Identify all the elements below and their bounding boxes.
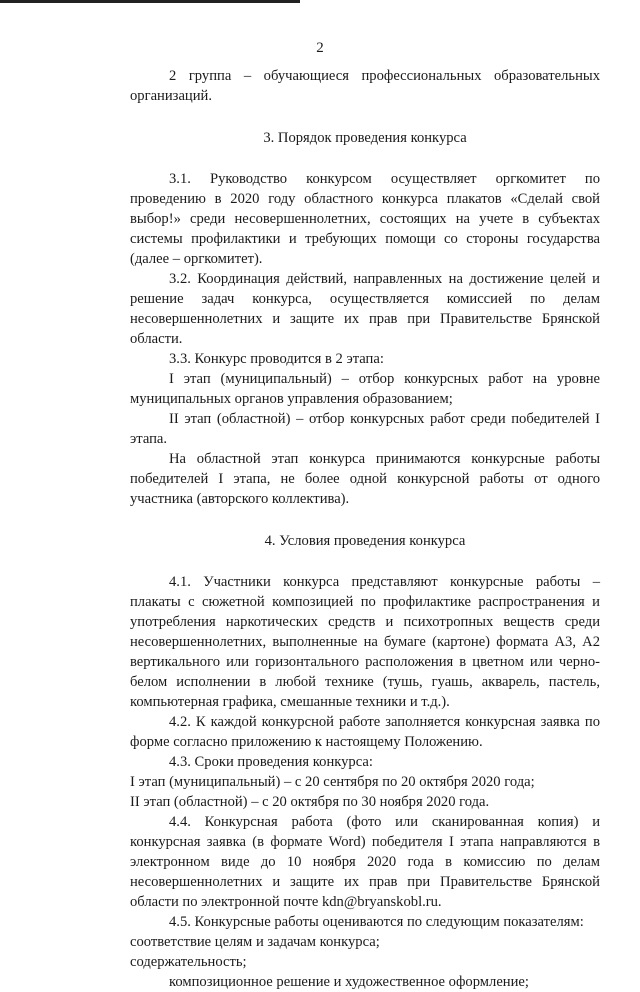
section-3-heading: 3. Порядок проведения конкурса xyxy=(263,130,467,146)
criterion-item: соответствие целям и задачам конкурса; xyxy=(130,934,380,950)
stage-2-text: II этап (областной) – отбор конкурсных работ среди победителей I этапа. xyxy=(130,411,600,447)
regional-stage-text: На областной этап конкурса принимаются конкурсные работы победителей I этапа, не более одной конкурсной работы от одного участника (авторского коллектива). xyxy=(130,451,600,507)
stage-1-text: I этап (муниципальный) – отбор конкурсных работ на уровне муниципальных органов управления образованием; xyxy=(130,371,600,407)
paragraph-4-3: 4.3. Сроки проведения конкурса: xyxy=(169,754,373,770)
paragraph-4-5: 4.5. Конкурсные работы оцениваются по следующим показателям: xyxy=(169,914,584,930)
scan-edge-mark xyxy=(0,0,300,3)
paragraph-3-2: 3.2. Координация действий, направленных на достижение целей и решение задач конкурса, осуществляется комиссией по делам несовершеннолетних и защите их прав при Правительстве Брянской области. xyxy=(130,271,600,347)
date-stage-1: I этап (муниципальный) – с 20 сентября по 20 октября 2020 года; xyxy=(130,774,535,790)
group-2-text: 2 группа – обучающиеся профессиональных образовательных организаций. xyxy=(130,68,600,104)
section-4-heading: 4. Условия проведения конкурса xyxy=(264,533,466,549)
date-stage-2: II этап (областной) – с 20 октября по 30 ноября 2020 года. xyxy=(130,794,490,810)
paragraph-4-1: 4.1. Участники конкурса представляют конкурсные работы – плакаты с сюжетной композицией по профилактике распространения и употребления наркотических средств и психотропных веществ среди несовершеннолетних, выполненные на бумаге (картоне) формата А3, А2 вертикального или горизонтального расположения в цветном или черно-белом исполнении в любой технике (тушь, гуашь, акварель, пастель, компьютерная графика, смешанные техники и т.д.). xyxy=(130,574,600,710)
paragraph-3-3: 3.3. Конкурс проводится в 2 этапа: xyxy=(169,351,384,367)
criterion-item: композиционное решение и художественное оформление; xyxy=(169,974,529,990)
page-number: 2 xyxy=(316,40,324,56)
paragraph-3-1: 3.1. Руководство конкурсом осуществляет оргкомитет по проведению в 2020 году областного конкурса плакатов «Сделай свой выбор!» среди несовершеннолетних, состоящих на учете в субъектах системы профилактики и требующих помощи со стороны государства (далее – оргкомитет). xyxy=(130,171,600,267)
paragraph-4-4: 4.4. Конкурсная работа (фото или сканированная копия) и конкурсная заявка (в формате Word) победителя I этапа направляются в электронном виде до 10 ноября 2020 года в комиссию по делам несовершеннолетних и защите их прав при Правительстве Брянской области по электронной почте kdn@bryanskobl.ru. xyxy=(130,814,600,910)
paragraph-4-2: 4.2. К каждой конкурсной работе заполняется конкурсная заявка по форме согласно приложению к настоящему Положению. xyxy=(130,714,600,750)
criterion-item: содержательность; xyxy=(130,954,247,970)
document-body xyxy=(130,66,600,992)
